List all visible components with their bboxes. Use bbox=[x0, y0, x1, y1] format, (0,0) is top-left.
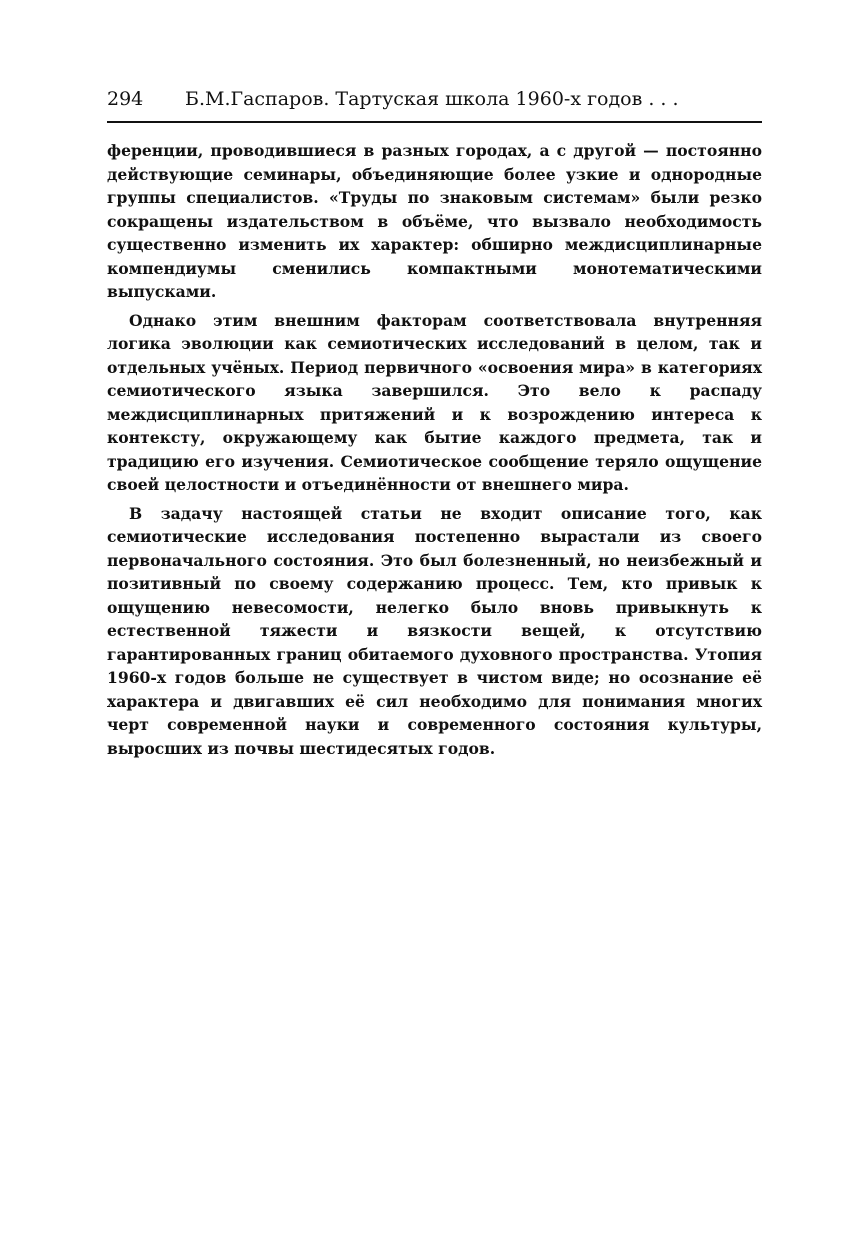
body-text bbox=[107, 139, 762, 760]
page-number: 294 bbox=[107, 88, 144, 110]
paragraph: Однако этим внешним факторам соответствовала внутренняя логика эволюции как семиотических исследований в целом, так и отдельных учёных. Период первичного «освоения мира» в категориях семиотического языка завершился. Это вело к распаду междисциплинарных притяжений и к возрождению интереса к контексту, окружающему как бытие каждого предмета, так и традицию его изучения. Семиотическое сообщение теряло ощущение своей целостности и отъединённости от внешнего мира. bbox=[107, 310, 762, 494]
paragraph-continued: ференции, проводившиеся в разных городах, а с другой — постоянно действующие семинары, объединяющие более узкие и однородные группы специалистов. «Труды по знаковым системам» были резко сокращены издательством в объёме, что вызвало необходимость существенно изменить их характер: обширно междисциплинарные компендиумы сменились компактными монотематическими выпусками. bbox=[107, 141, 762, 301]
running-head bbox=[107, 86, 762, 112]
book-page bbox=[107, 86, 762, 760]
paragraph: В задачу настоящей статьи не входит описание того, как семиотические исследования постепенно вырастали из своего первоначального состояния. Это был болезненный, но неизбежный и позитивный по своему содержанию процесс. Тем, кто привык к ощущению невесомости, нелегко было вновь привыкнуть к естественной тяжести и вязкости вещей, к отсутствию гарантированных границ обитаемого духовного пространства. Утопия 1960-х годов больше не существует в чистом виде; но осознание её характера и двигавших её сил необходимо для понимания многих черт современной науки и современного состояния культуры, выросших из почвы шестидесятых годов. bbox=[107, 503, 762, 758]
header-rule bbox=[107, 121, 762, 123]
running-title: Б.М.Гаспаров. Тартуская школа 1960-х годов . . . bbox=[185, 88, 679, 110]
